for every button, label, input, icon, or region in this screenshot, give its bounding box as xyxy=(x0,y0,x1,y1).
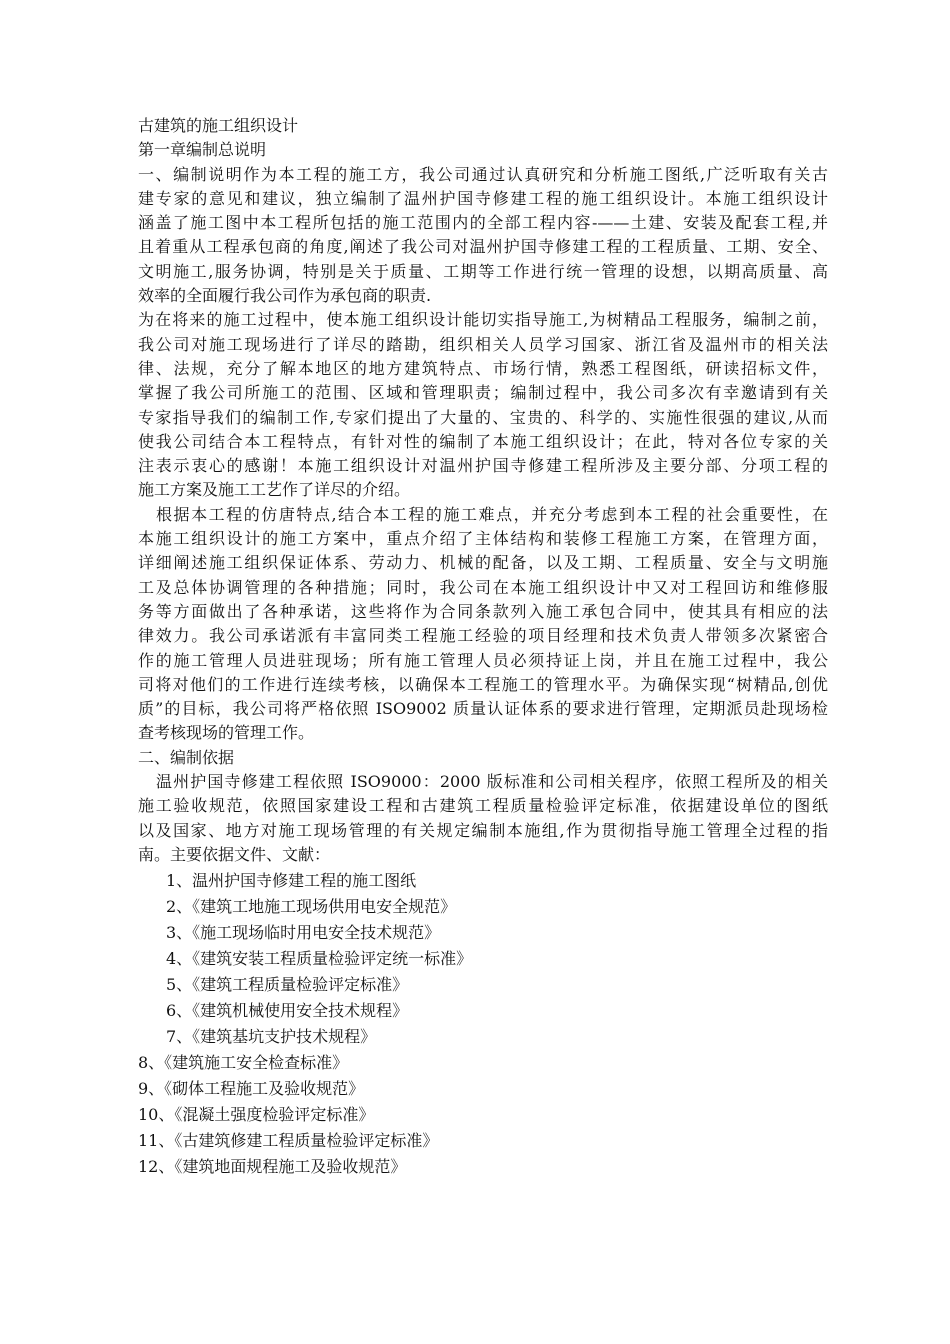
chapter-heading: 第一章编制总说明 xyxy=(138,140,267,160)
paragraph-line: 详细阐述施工组织保证体系、劳动力、机械的配备，以及工期、工程质量、安全与文明施 xyxy=(138,553,828,573)
paragraph-2 xyxy=(138,308,828,502)
paragraph-line: 注表示衷心的感谢！本施工组织设计对温州护国寺修建工程所涉及主要分部、分项工程的 xyxy=(138,456,828,476)
paragraph-line: 工及总体协调管理的各种措施；同时，我公司在本施工组织设计中又对工程回访和维修服 xyxy=(138,577,828,597)
paragraph-line: 为在将来的施工过程中，使本施工组织设计能切实指导施工,为树精品工程服务，编制之前， xyxy=(138,310,828,330)
paragraph-1 xyxy=(138,163,828,309)
paragraph-line: 律效力。我公司承诺派有丰富同类工程施工经验的项目经理和技术负责人带领多次紧密合 xyxy=(138,626,828,646)
paragraph-line: 施工验收规范，依照国家建设工程和古建筑工程质量检验评定标准，依据建设单位的图纸 xyxy=(138,796,828,816)
paragraph-line: 文明施工,服务协调，特别是关于质量、工期等工作进行统一管理的设想，以期高质量、高 xyxy=(138,261,828,281)
list-item: 2、《建筑工地施工现场供用电安全规范》 xyxy=(166,897,457,917)
document-body xyxy=(138,114,828,1180)
reference-list xyxy=(138,868,828,1180)
paragraph-line: 使我公司结合本工程特点，有针对性的编制了本施工组织设计；在此，特对各位专家的关 xyxy=(138,431,828,451)
list-item: 8、《建筑施工安全检查标准》 xyxy=(138,1053,349,1073)
list-item: 4、《建筑安装工程质量检验评定统一标准》 xyxy=(166,949,473,969)
section-heading: 二、编制依据 xyxy=(138,747,235,767)
paragraph-line: 务等方面做出了各种承诺，这些将作为合同条款列入施工承包合同中，使其具有相应的法 xyxy=(138,601,828,621)
list-item: 3、《施工现场临时用电安全技术规范》 xyxy=(166,923,441,943)
paragraph-line: 质”的目标，我公司将严格依照 ISO9002 质量认证体系的要求进行管理，定期派员赴现场检 xyxy=(138,699,828,719)
paragraph-line: 查考核现场的管理工作。 xyxy=(138,723,315,743)
list-item: 1、温州护国寺修建工程的施工图纸 xyxy=(166,871,417,891)
paragraph-4 xyxy=(138,770,828,867)
paragraph-line: 司将对他们的工作进行连续考核，以确保本工程施工的管理水平。为确保实现“树精品,创优 xyxy=(138,674,828,694)
paragraph-line: 效率的全面履行我公司作为承包商的职责. xyxy=(138,286,432,306)
paragraph-line: 专家指导我们的编制工作,专家们提出了大量的、宝贵的、科学的、实施性很强的建议,从而 xyxy=(138,407,828,427)
paragraph-line: 一、编制说明作为本工程的施工方，我公司通过认真研究和分析施工图纸,广泛听取有关古 xyxy=(138,164,828,184)
list-item: 6、《建筑机械使用安全技术规程》 xyxy=(166,1001,409,1021)
paragraph-line: 建专家的意见和建议，独立编制了温州护国寺修建工程的施工组织设计。本施工组织设计 xyxy=(138,188,828,208)
paragraph-line: 掌握了我公司所施工的范围、区域和管理职责；编制过程中，我公司多次有幸邀请到有关 xyxy=(138,383,828,403)
list-item: 7、《建筑基坑支护技术规程》 xyxy=(166,1027,377,1047)
paragraph-line: 以及国家、地方对施工现场管理的有关规定编制本施组,作为贯彻指导施工管理全过程的指 xyxy=(138,820,828,840)
list-item: 5、《建筑工程质量检验评定标准》 xyxy=(166,975,409,995)
paragraph-line: 施工方案及施工工艺作了详尽的介绍。 xyxy=(138,480,411,500)
paragraph-line: 温州护国寺修建工程依照 ISO9000：2000 版标准和公司相关程序，依照工程所及的相关 xyxy=(156,772,828,792)
document-title: 古建筑的施工组织设计 xyxy=(138,116,299,135)
paragraph-line: 且着重从工程承包商的角度,阐述了我公司对温州护国寺修建工程的工程质量、工期、安全、 xyxy=(138,237,828,257)
paragraph-line: 本施工组织设计的施工方案中，重点介绍了主体结构和装修工程施工方案，在管理方面， xyxy=(138,529,828,549)
list-item: 12、《建筑地面规程施工及验收规范》 xyxy=(138,1157,407,1177)
paragraph-line: 南。主要依据文件、文献： xyxy=(138,844,331,864)
list-item: 11、《古建筑修建工程质量检验评定标准》 xyxy=(138,1131,439,1151)
paragraph-line: 涵盖了施工图中本工程所包括的施工范围内的全部工程内容-——土建、安装及配套工程,并 xyxy=(138,213,828,233)
paragraph-line: 根据本工程的仿唐特点,结合本工程的施工难点，并充分考虑到本工程的社会重要性，在 xyxy=(156,504,828,524)
list-item: 10、《混凝土强度检验评定标准》 xyxy=(138,1105,375,1125)
paragraph-line: 作的施工管理人员进驻现场；所有施工管理人员必须持证上岗，并且在施工过程中，我公 xyxy=(138,650,828,670)
list-item: 9、《砌体工程施工及验收规范》 xyxy=(138,1079,365,1099)
paragraph-line: 律、法规，充分了解本地区的地方建筑特点、市场行情，熟悉工程图纸，研读招标文件， xyxy=(138,358,828,378)
paragraph-3 xyxy=(138,503,828,746)
paragraph-line: 我公司对施工现场进行了详尽的踏勘，组织相关人员学习国家、浙江省及温州市的相关法 xyxy=(138,334,828,354)
